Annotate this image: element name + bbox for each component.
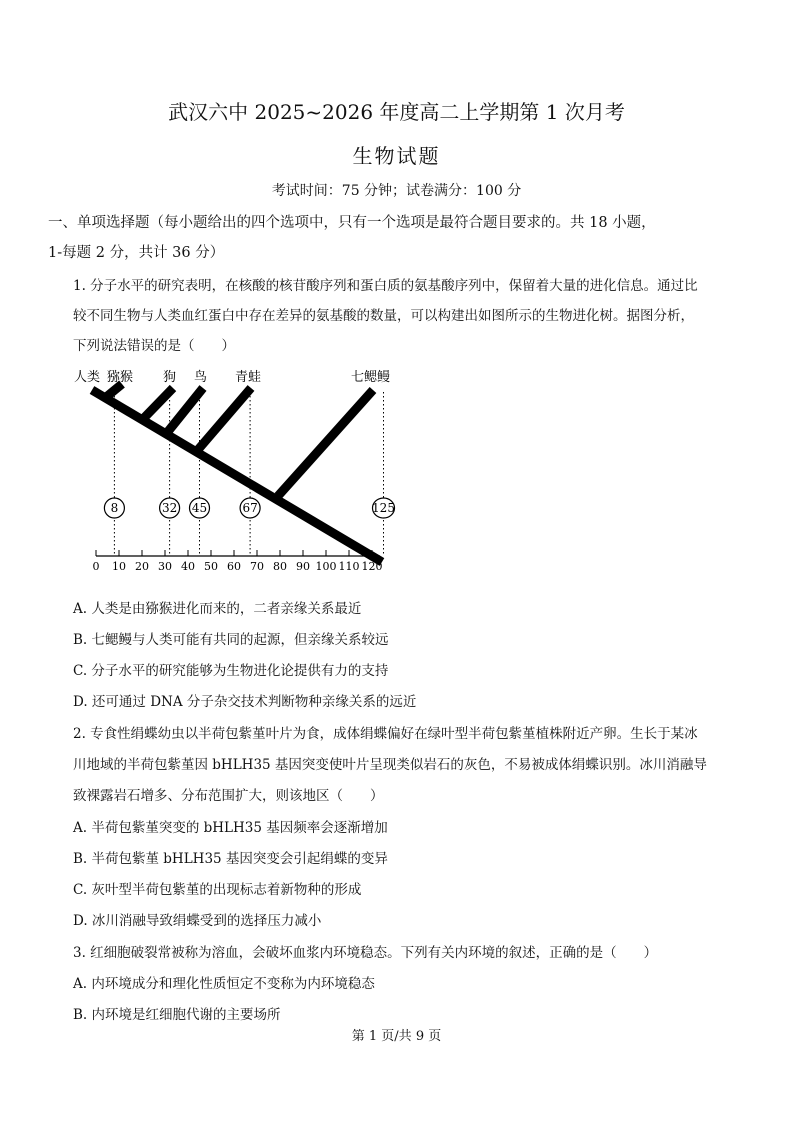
tree-trunk (92, 390, 382, 562)
page-number: 第 1 页/共 9 页 (351, 1029, 442, 1044)
q3-stem-line1: 3. 红细胞破裂常被称为溶血，会破坏血浆内环境稳态。下列有关内环境的叙述，正确的是（ ） (73, 945, 658, 961)
x-axis-tick-label: 30 (158, 560, 172, 573)
q1-option-a: A. 人类是由猕猴进化而来的，二者亲缘关系最近 (73, 601, 362, 617)
difference-count-label: 8 (110, 501, 119, 515)
q2-option-d: D. 冰川消融导致绢蝶受到的选择压力减小 (73, 913, 322, 929)
subject-title: 生物试题 (352, 144, 441, 168)
branch-frog (196, 388, 251, 452)
q2-stem-line1: 2. 专食性绢蝶幼虫以半荷包紫堇叶片为食，成体绢蝶偏好在绿叶型半荷包紫堇植株附近产卵。生长于某冰 (73, 726, 698, 742)
taxon-label-human: 人类 (74, 370, 101, 385)
section-heading-line2: 1-每题 2 分，共计 36 分） (48, 245, 225, 261)
x-axis-tick-label: 70 (250, 560, 264, 573)
q1-option-d: D. 还可通过 DNA 分子杂交技术判断物种亲缘关系的远近 (73, 694, 417, 710)
difference-count-label: 67 (242, 501, 258, 515)
branch-dog (142, 388, 173, 420)
x-axis-tick-label: 60 (227, 560, 241, 573)
x-axis-tick-label: 20 (135, 560, 149, 573)
x-axis-tick-label: 10 (112, 560, 126, 573)
q1-stem-line1: 1. 分子水平的研究表明，在核酸的核苷酸序列和蛋白质的氨基酸序列中，保留着大量的进化信息。通过比 (73, 278, 698, 294)
x-axis-tick-label: 80 (273, 560, 287, 573)
evolution-tree-figure (70, 362, 410, 580)
section-heading-line1: 一、单项选择题（每小题给出的四个选项中，只有一个选项是最符合题目要求的。共 18 小题， (48, 215, 656, 231)
q1-option-c: C. 分子水平的研究能够为生物进化论提供有力的支持 (73, 663, 389, 679)
x-axis-tick-label: 40 (181, 560, 195, 573)
q2-option-a: A. 半荷包紫堇突变的 bHLH35 基因频率会逐渐增加 (73, 820, 388, 836)
q2-option-c: C. 灰叶型半荷包紫堇的出现标志着新物种的形成 (73, 882, 362, 898)
taxon-label-lamprey: 七鳃鳗 (351, 370, 391, 385)
exam-title: 武汉六中 2025~2026 年度高二上学期第 1 次月考 (168, 100, 625, 124)
q2-stem-line2: 川地域的半荷包紫堇因 bHLH35 基因突变使叶片呈现类似岩石的灰色，不易被成体绢蝶识别。冰川消融导 (73, 757, 707, 773)
branch-macaque (105, 384, 122, 398)
x-axis-tick-label: 120 (361, 560, 383, 573)
taxon-label-bird: 鸟 (194, 370, 208, 385)
x-axis-tick-label: 100 (315, 560, 337, 573)
branch-lamprey (278, 390, 373, 496)
taxon-label-dog: 狗 (163, 370, 177, 385)
x-axis-tick-label: 0 (92, 560, 100, 573)
q1-stem-line3: 下列说法错误的是（ ） (73, 338, 235, 354)
q1-stem-line2: 较不同生物与人类血红蛋白中存在差异的氨基酸的数量，可以构建出如图所示的生物进化树。据图分析， (73, 308, 694, 324)
q2-stem-line3: 致裸露岩石增多、分布范围扩大，则该地区（ ） (73, 788, 384, 804)
taxon-label-macaque: 猕猴 (107, 370, 134, 385)
x-axis-tick-label: 90 (296, 560, 310, 573)
x-axis-tick-label: 110 (338, 560, 360, 573)
x-axis-tick-label: 50 (204, 560, 218, 573)
difference-count-label: 32 (161, 501, 178, 515)
difference-count-label: 125 (372, 501, 395, 515)
exam-info: 考试时间：75 分钟；试卷满分：100 分 (271, 183, 522, 199)
q2-option-b: B. 半荷包紫堇 bHLH35 基因突变会引起绢蝶的变异 (73, 851, 388, 867)
q3-option-b: B. 内环境是红细胞代谢的主要场所 (73, 1007, 281, 1023)
taxon-label-frog: 青蛙 (235, 370, 262, 385)
q1-option-b: B. 七鳃鳗与人类可能有共同的起源，但亲缘关系较远 (73, 632, 389, 648)
difference-count-label: 45 (191, 501, 208, 515)
q3-option-a: A. 内环境成分和理化性质恒定不变称为内环境稳态 (73, 976, 375, 992)
